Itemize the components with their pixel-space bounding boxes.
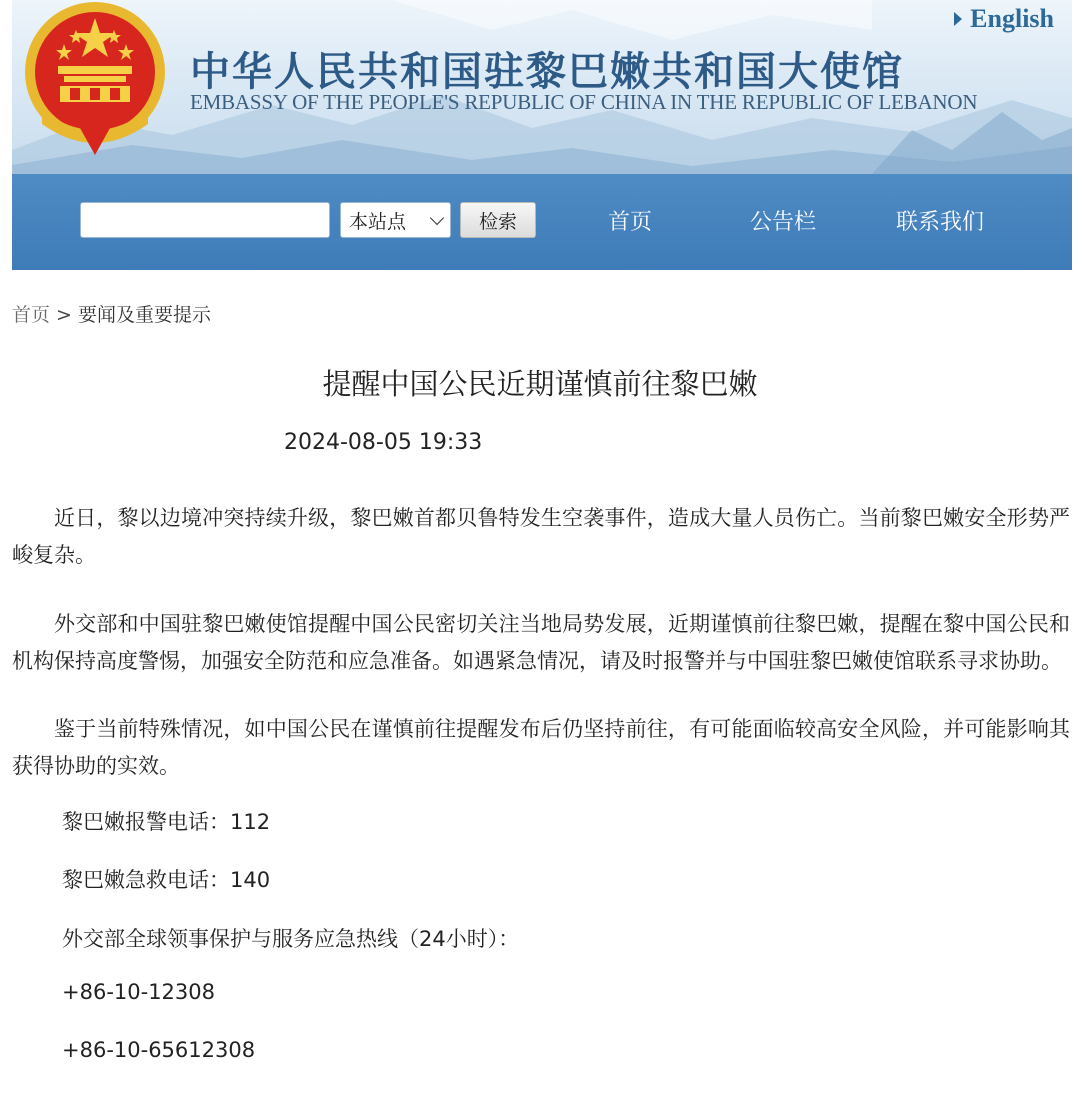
- article-paragraph: 近日，黎以边境冲突持续升级，黎巴嫩首都贝鲁特发生空袭事件，造成大量人员伤亡。当前黎巴嫩安全形势严峻复杂。: [12, 506, 1070, 567]
- nav-home[interactable]: 首页: [608, 210, 653, 235]
- search-scope-select[interactable]: [340, 202, 451, 238]
- english-link-label: English: [970, 4, 1054, 33]
- article-date: 2024-08-05 19:33: [284, 430, 483, 455]
- breadcrumb-separator: >: [56, 304, 72, 326]
- ambulance-phone: 黎巴嫩急救电话：140: [62, 868, 271, 892]
- arrow-right-icon: [954, 12, 962, 26]
- nav-bar: [12, 174, 1072, 270]
- hotline-label: 外交部全球领事保护与服务应急热线（24小时）：: [62, 927, 520, 951]
- header-banner: [12, 0, 1072, 174]
- hotline-number: +86-10-65612308: [62, 1038, 256, 1062]
- chevron-down-icon: [430, 210, 444, 224]
- article-title: 提醒中国公民近期谨慎前往黎巴嫩: [322, 367, 758, 401]
- breadcrumb-current[interactable]: 要闻及重要提示: [77, 304, 211, 326]
- national-emblem: [20, 0, 170, 160]
- article-paragraph: 外交部和中国驻黎巴嫩使馆提醒中国公民密切关注当地局势发展，近期谨慎前往黎巴嫩，提醒在黎中国公民和机构保持高度警惕，加强安全防范和应急准备。如遇紧急情况，请及时报警并与中国驻黎巴嫩使馆联系寻求协助。: [12, 612, 1070, 673]
- embassy-title-cn: 中华人民共和国驻黎巴嫩共和国大使馆: [190, 49, 904, 95]
- nav-contact-us[interactable]: 联系我们: [896, 210, 985, 235]
- breadcrumb: [12, 300, 211, 327]
- search-button[interactable]: 检索: [460, 202, 536, 238]
- english-link[interactable]: [954, 4, 1054, 34]
- article-paragraph: 鉴于当前特殊情况，如中国公民在谨慎前往提醒发布后仍坚持前往，有可能面临较高安全风险，并可能影响其获得协助的实效。: [12, 717, 1070, 778]
- police-phone: 黎巴嫩报警电话：112: [62, 810, 271, 834]
- embassy-title-en: EMBASSY OF THE PEOPLE'S REPUBLIC OF CHINA IN THE REPUBLIC OF LEBANON: [190, 90, 978, 114]
- article-body: [12, 500, 1070, 785]
- nav-bulletin[interactable]: 公告栏: [750, 210, 817, 235]
- search-input[interactable]: [80, 202, 330, 238]
- breadcrumb-home[interactable]: 首页: [12, 304, 51, 326]
- hotline-number: +86-10-12308: [62, 980, 215, 1004]
- search-scope-value: 本站点: [349, 210, 407, 233]
